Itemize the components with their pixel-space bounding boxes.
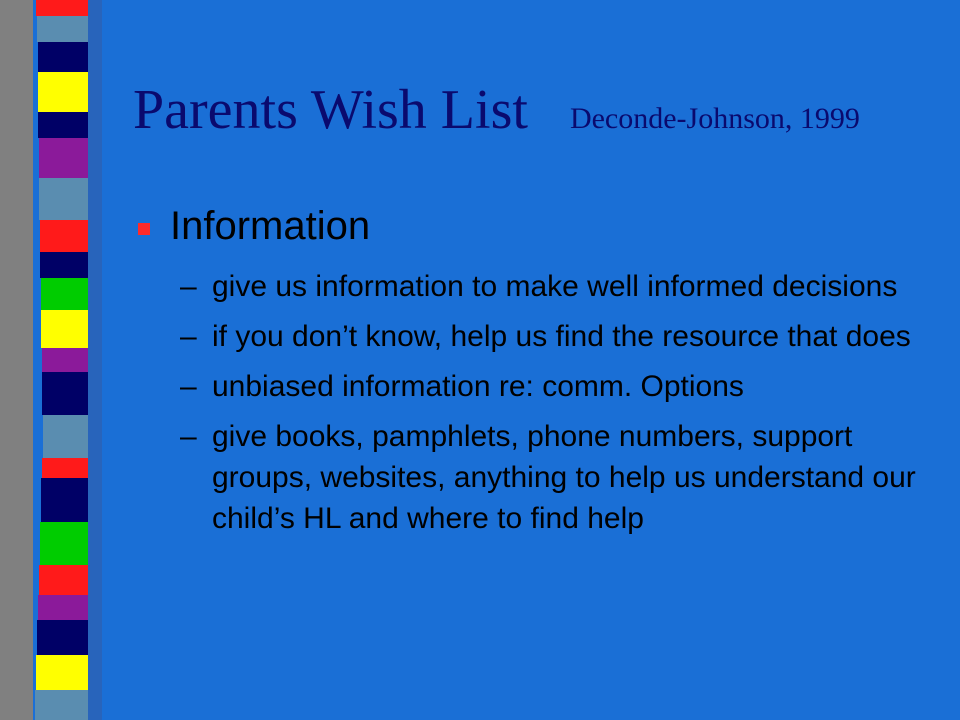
border-color-block	[38, 72, 88, 112]
decorative-border	[0, 0, 105, 720]
dash-marker: –	[180, 370, 197, 403]
border-color-block	[38, 42, 88, 72]
sub-bullet-list	[180, 266, 920, 548]
sub-bullet-item	[180, 266, 920, 307]
border-color-block	[38, 595, 88, 620]
sub-bullet-item	[180, 316, 920, 357]
sub-bullet-text: unbiased information re: comm. Options	[212, 370, 744, 403]
slide-title: Parents Wish List	[133, 79, 528, 141]
border-grey-band	[0, 0, 33, 720]
dash-marker: –	[180, 420, 197, 453]
border-color-block	[43, 415, 88, 458]
border-color-block	[42, 458, 88, 478]
border-color-block	[39, 565, 88, 595]
sub-bullet-item	[180, 366, 920, 407]
slide-citation: Deconde-Johnson, 1999	[569, 102, 860, 135]
border-color-block	[36, 655, 88, 690]
border-color-block	[41, 310, 88, 348]
sub-bullet-text: give us information to make well informed decisions	[212, 270, 898, 303]
border-color-block	[39, 138, 88, 178]
border-color-block	[37, 620, 88, 655]
dash-marker: –	[180, 270, 197, 303]
border-color-block	[41, 278, 88, 310]
border-color-block	[41, 478, 88, 522]
border-color-block	[37, 16, 88, 42]
border-color-block	[38, 112, 88, 138]
main-bullet-text: Information	[170, 204, 371, 248]
border-color-block	[40, 252, 88, 278]
sub-bullet-text: give books, pamphlets, phone numbers, support groups, websites, anything to help us understand our child’s HL and where to find help	[212, 420, 916, 535]
border-color-block	[42, 372, 88, 415]
border-color-block	[40, 220, 88, 252]
border-color-block	[39, 178, 88, 220]
border-color-block	[35, 690, 88, 720]
dash-marker: –	[180, 320, 197, 353]
border-color-block	[40, 522, 88, 565]
border-shadow-band	[88, 0, 102, 720]
sub-bullet-text: if you don’t know, help us find the resource that does	[212, 320, 911, 353]
bullet-square-icon	[138, 223, 150, 235]
border-color-block	[42, 348, 88, 372]
sub-bullet-item	[180, 416, 920, 539]
border-color-block	[36, 0, 88, 16]
title-row	[133, 78, 933, 148]
